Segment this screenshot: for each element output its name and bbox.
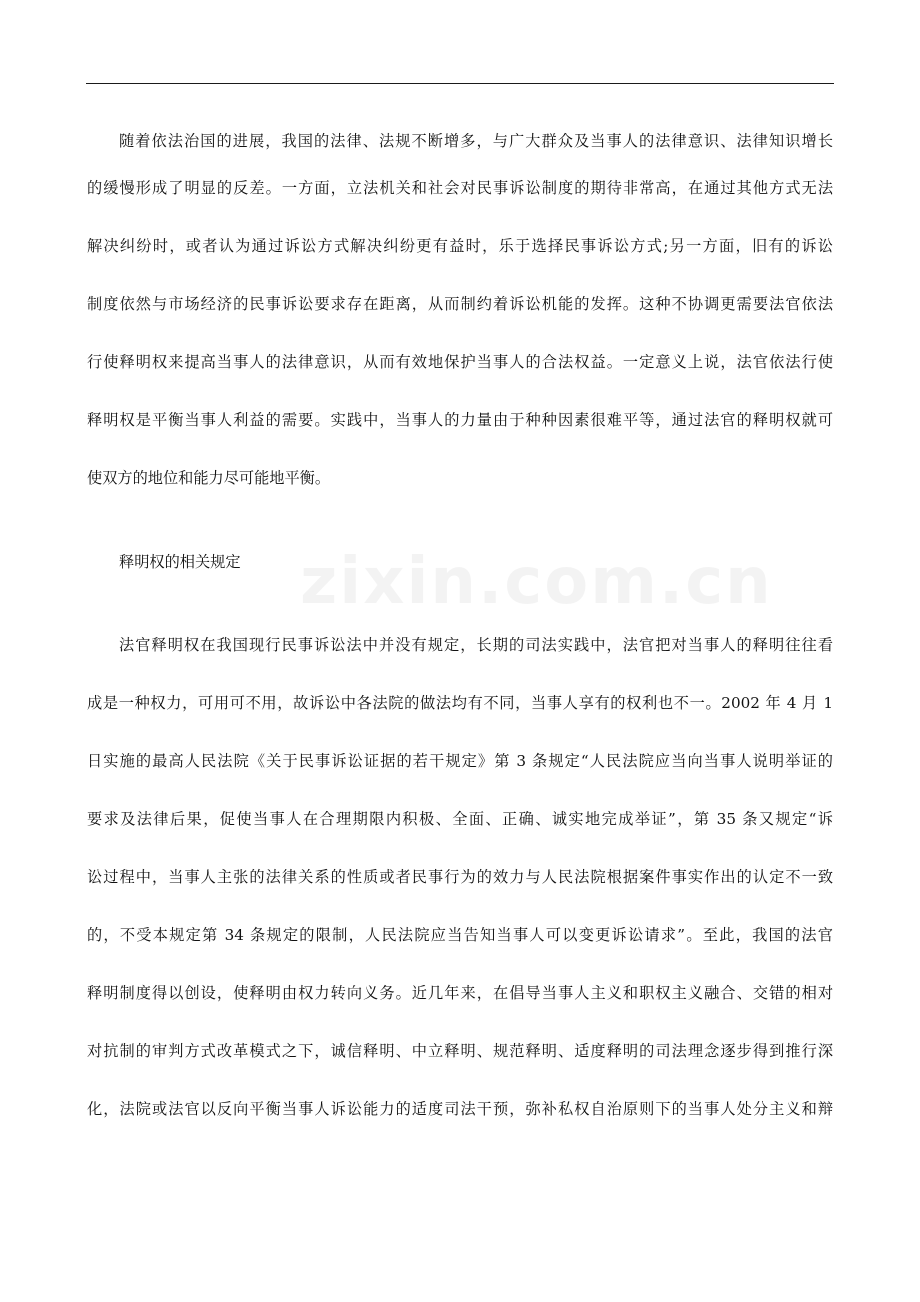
- paragraph-2-line-6: 的，不受本规定第 34 条规定的限制，人民法院应当告知当事人可以变更诉讼请求”。至此，我国的法官: [87, 926, 833, 944]
- paragraph-2-line-3: 日实施的最高人民法院《关于民事诉讼证据的若干规定》第 3 条规定“人民法院应当向当事人说明举证的: [87, 752, 833, 770]
- paragraph-2-line-9: 化，法院或法官以反向平衡当事人诉讼能力的适度司法干预，弥补私权自治原则下的当事人处分主义和辩: [87, 1100, 833, 1118]
- paragraph-1-line-5: 行使释明权来提高当事人的法律意识，从而有效地保护当事人的合法权益。一定意义上说，法官依法行使: [87, 353, 833, 371]
- section-heading: 释明权的相关规定: [119, 553, 241, 571]
- paragraph-2-line-2: 成是一种权力，可用可不用，故诉讼中各法院的做法均有不同，当事人享有的权利也不一。2002 年 4 月 1: [87, 694, 833, 712]
- paragraph-1-line-4: 制度依然与市场经济的民事诉讼要求存在距离，从而制约着诉讼机能的发挥。这种不协调更需要法官依法: [87, 295, 833, 313]
- paragraph-1-line-6: 释明权是平衡当事人利益的需要。实践中，当事人的力量由于种种因素很难平等，通过法官的释明权就可: [87, 411, 833, 429]
- paragraph-1-line-7: 使双方的地位和能力尽可能地平衡。: [87, 469, 330, 487]
- paragraph-2-line-4: 要求及法律后果，促使当事人在合理期限内积极、全面、正确、诚实地完成举证”，第 35 条又规定“诉: [87, 810, 833, 828]
- paragraph-2-line-1: 法官释明权在我国现行民事诉讼法中并没有规定，长期的司法实践中，法官把对当事人的释明往往看: [119, 636, 833, 654]
- paragraph-1-line-1: 随着依法治国的进展，我国的法律、法规不断增多，与广大群众及当事人的法律意识、法律知识增长: [119, 132, 833, 150]
- paragraph-1-line-2: 的缓慢形成了明显的反差。一方面，立法机关和社会对民事诉讼制度的期待非常高，在通过其他方式无法: [87, 179, 833, 197]
- paragraph-2-line-8: 对抗制的审判方式改革模式之下，诚信释明、中立释明、规范释明、适度释明的司法理念逐步得到推行深: [87, 1042, 833, 1060]
- paragraph-2-line-7: 释明制度得以创设，使释明由权力转向义务。近几年来，在倡导当事人主义和职权主义融合、交错的相对: [87, 984, 833, 1002]
- header-rule: [86, 83, 834, 84]
- paragraph-2-line-5: 讼过程中，当事人主张的法律关系的性质或者民事行为的效力与人民法院根据案件事实作出的认定不一致: [87, 868, 833, 886]
- paragraph-1-line-3: 解决纠纷时，或者认为通过诉讼方式解决纠纷更有益时，乐于选择民事诉讼方式;另一方面，旧有的诉讼: [87, 237, 833, 255]
